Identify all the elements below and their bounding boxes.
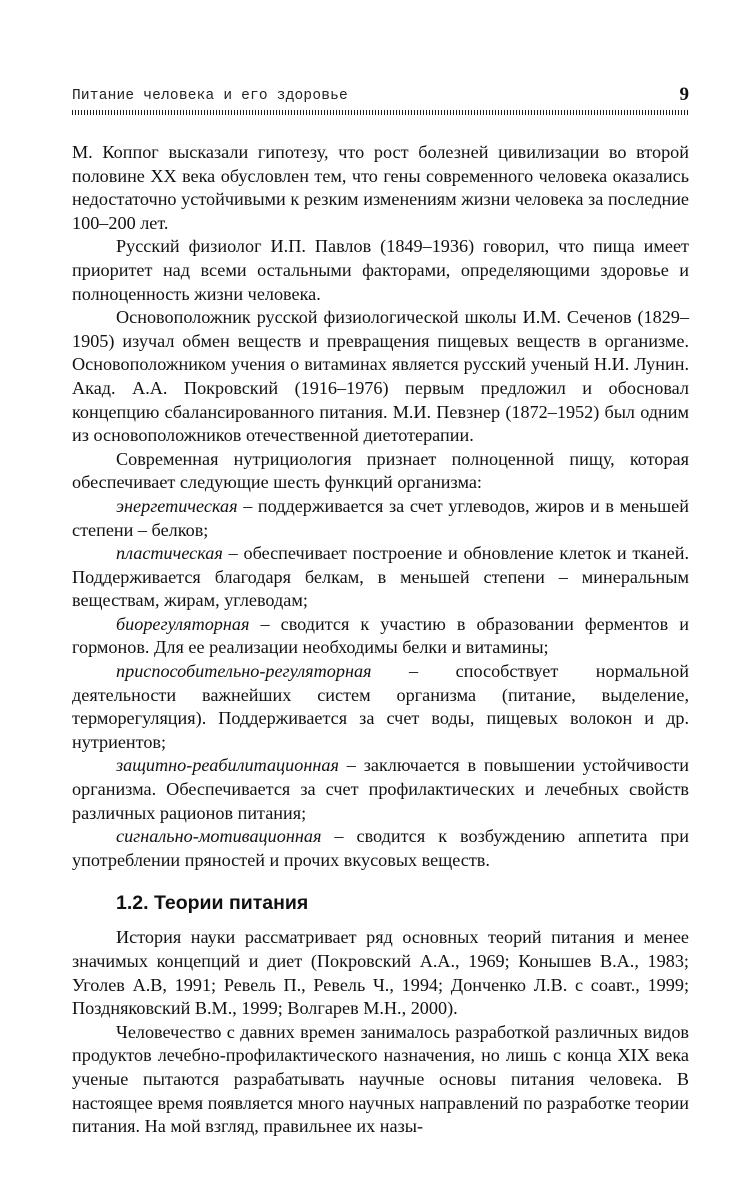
paragraph: Основоположник русской физиологической школы И.М. Сеченов (1829–1905) изучал обмен веществ и превращения пищевых веществ в организме. Основоположником учения о витаминах является русский ученый Н.И. Лунин. Акад. А.А. Покровский (1916–1976) первым предложил и обосновал концепцию сбалансированного питания. М.И. Певзнер (1872–1952) был одним из основоположников отечественной диетотерапии.: [72, 307, 689, 446]
function-item: [72, 495, 689, 542]
page-number: 9: [679, 84, 689, 105]
function-text: – поддерживается за счет углеводов, жиров и в меньшей степени – белков;: [72, 495, 689, 540]
function-term: биорегуляторная: [116, 613, 250, 634]
function-text: – обеспечивает построение и обновление клеток и тканей. Поддерживается благодаря белкам, в меньшей степени – минеральным веществам, жирам, углеводам;: [72, 543, 689, 611]
running-header: [72, 84, 689, 106]
running-title: Питание человека и его здоровье: [72, 88, 348, 104]
function-text: – сводится к участию в образовании ферментов и гормонов. Для ее реализации необходимы белки и витамины;: [72, 613, 689, 658]
paragraph: История науки рассматривает ряд основных теорий питания и менее значимых концепций и диет (Покровский А.А., 1969; Конышев В.А., 1983; Уголев А.В, 1991; Ревель П., Ревель Ч., 1994; Донченко Л.В. с соавт., 1999; Поздняковский В.М., 1999; Волгарев М.Н., 2000).: [72, 927, 689, 1019]
function-term: приспособительно-регуляторная: [116, 661, 372, 682]
function-text: – способствует нормальной деятельности важнейших систем организма (питание, выделение, терморегуляция). Поддерживается за счет воды, пищевых волокон и др. нутриентов;: [72, 661, 689, 752]
function-item: [72, 825, 689, 872]
paragraph: Русский физиолог И.П. Павлов (1849–1936) говорил, что пища имеет приоритет над всеми остальными факторами, определяющими здоровье и полноценность жизни человека.: [72, 236, 689, 304]
function-text: – заключается в повышении устойчивости организма. Обеспечивается за счет профилактических и лечебных свойств различных рационов питания;: [72, 755, 689, 823]
section-heading: 1.2. Теории питания: [116, 892, 309, 915]
paragraph: Человечество с давних времен занималось разработкой различных видов продуктов лечебно-профилактического назначения, но лишь с конца XIX века ученые пытаются разрабатывать научные основы питания человека. В настоящее время появляется много научных направлений по разработке теории питания. На мой взгляд, правильнее их назы-: [72, 1021, 689, 1137]
function-text: – сводится к возбуждению аппетита при употреблении пряностей и прочих вкусовых веществ.: [72, 826, 689, 870]
function-item: [72, 754, 689, 825]
function-item: [72, 542, 689, 613]
function-item: [72, 613, 689, 660]
paragraph: Современная нутрициология признает полноценной пищу, которая обеспечивает следующие шесть функций организма:: [72, 448, 689, 493]
function-term: пластическая: [116, 543, 223, 564]
paragraph: М. Коппог высказали гипотезу, что рост болезней цивилизации во второй половине XX века обусловлен тем, что гены современного человека оказались недостаточно устойчивыми к резким изменениям жизни человека за последние 100–200 лет.: [72, 142, 689, 233]
header-rule: [72, 110, 689, 115]
function-term: защитно-реабилитационная: [116, 755, 339, 776]
function-term: сигнально-мотивационная: [116, 826, 322, 847]
function-term: энергетическая: [116, 495, 238, 516]
function-item: [72, 660, 689, 754]
body-text: [72, 141, 689, 1139]
